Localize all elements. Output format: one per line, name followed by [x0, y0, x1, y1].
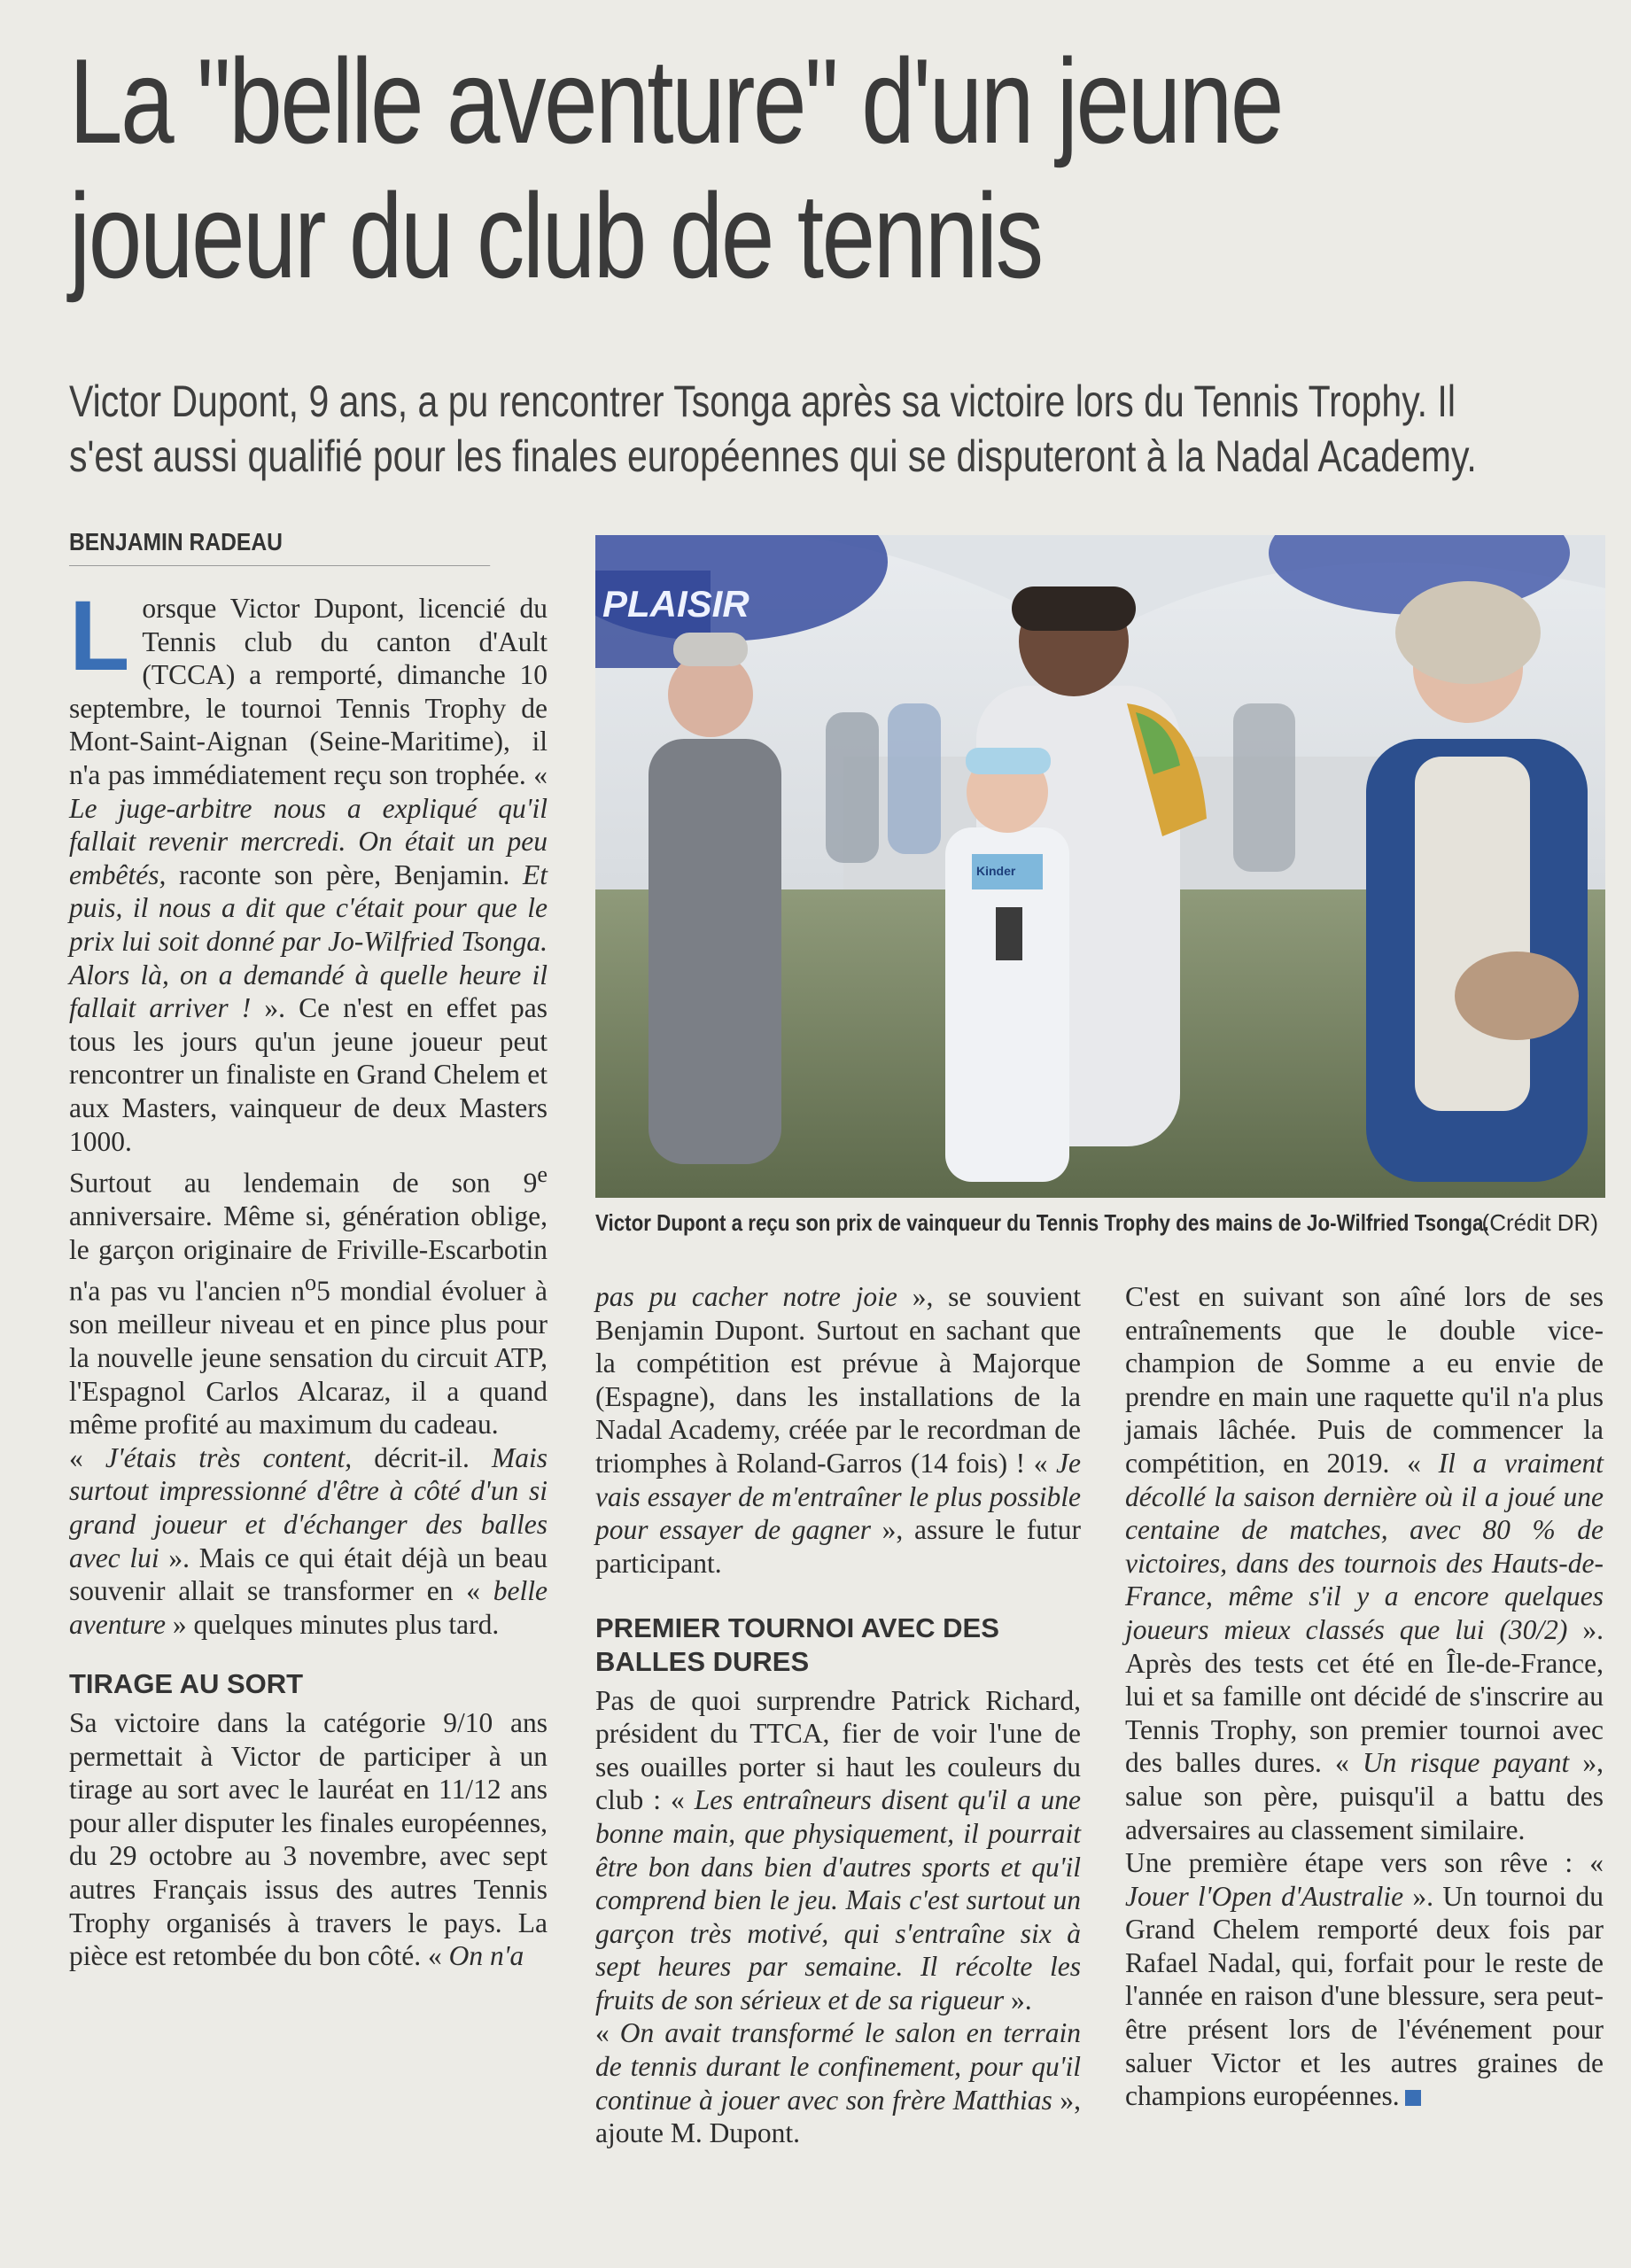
- quote-run: Et puis, il nous a dit que c'était pour que le prix lui soit donné par Jo-Wilfried Tsonga. Alors là, on a demandé à quelle heure il fallait arriver !: [69, 858, 548, 1024]
- text-run: «: [595, 2017, 620, 2049]
- quote-run: Je vais essayer de m'entraîner le plus possible pour essayer de gagner: [595, 1447, 1081, 1546]
- person-left: [649, 739, 781, 1164]
- headline-line-1: La "belle aventure" d'un jeune: [69, 34, 1282, 168]
- paragraph: [595, 1280, 1081, 1580]
- column-3: [1125, 1280, 1604, 2113]
- byline: BENJAMIN RADEAU: [69, 528, 490, 566]
- text-run: ». Ce n'est en effet pas tous les jours qu'un jeune joueur peut rencontrer un finaliste en Grand Chelem et aux Masters, vainqueur de deux Masters 1000.: [69, 992, 548, 1157]
- headline: [69, 34, 1282, 303]
- quote-run: Mais surtout impressionné d'être à côté d'un si grand joueur et d'échanger des balles avec lui: [69, 1441, 548, 1573]
- quote-run: Le juge-arbitre nous a expliqué qu'il fallait revenir mercredi. On était un peu embêtés,: [69, 792, 548, 890]
- text-run: C'est en suivant son aîné lors de ses entraînements que le double vice-champion de Somme a eu envie de prendre en main une raquette qu'il n'a plus jamais lâchée. Puis de commencer la compétition, en 2019. «: [1125, 1281, 1604, 1479]
- text-run: ».: [1004, 1984, 1032, 2016]
- text-run: », ajoute M. Dupont.: [595, 2084, 1081, 2149]
- quote-run: Un risque payant: [1362, 1747, 1570, 1779]
- paragraph: [69, 580, 548, 1158]
- quote-run: Il a vraiment décollé la saison dernière où il a joué une centaine de matches, avec 80 % de victoires, dans des tournois des Hauts-de-France, même s'il y a encore quelques joueurs mieux classés que lui (30/2): [1125, 1447, 1604, 1645]
- quote-run: pas pu cacher notre joie: [595, 1281, 897, 1312]
- paragraph: [595, 1684, 1081, 2017]
- superscript: e: [537, 1161, 548, 1188]
- text-run: raconte son père, Benjamin.: [166, 858, 523, 890]
- text-run: 5 mondial évoluer à son meilleur niveau et en pince plus pour la nouvelle jeune sensation du circuit ATP, l'Espagnol Carlos Alcaraz, il a quand même profité au maximum du cadeau.: [69, 1275, 548, 1441]
- end-mark-icon: [1405, 2090, 1421, 2106]
- standfirst: [69, 374, 1477, 484]
- paragraph: [69, 1158, 548, 1441]
- text-run: orsque Victor Dupont, licencié du Tennis club du canton d'Ault (TCCA) a remporté, dimanche 10 septembre, le tournoi Tennis Trophy de Mont-Saint-Aignan (Seine-Maritime), il n'a pas immédiatement reçu son trophée. «: [69, 593, 548, 790]
- photo-caption: [595, 1207, 1605, 1239]
- standfirst-line-2: s'est aussi qualifié pour les finales européennes qui se disputeront à la Nadal Academy.: [69, 431, 1477, 481]
- quote-run: J'étais très content,: [105, 1441, 353, 1473]
- column-1: [69, 580, 548, 1973]
- text-run: «: [69, 1441, 105, 1473]
- photo-credit: (Crédit DR): [1481, 1209, 1598, 1236]
- quote-run: Les entraîneurs disent qu'il a une bonne main, que physiquement, il pourrait être bon dans bien d'autres sports et qu'il comprend bien le jeu. Mais c'est surtout un garçon très motivé, qui s'entraîne six à sept heures par semaine. Il récolte les fruits de son sérieux et de sa rigueur: [595, 1784, 1081, 2016]
- text-run: décrit-il.: [352, 1441, 492, 1473]
- standfirst-line-1: Victor Dupont, 9 ans, a pu rencontrer Tsonga après sa victoire lors du Tennis Trophy. Il: [69, 377, 1456, 426]
- text-run: Sa victoire dans la catégorie 9/10 ans permettait à Victor de participer à un tirage au sort avec le lauréat en 11/12 ans pour aller disputer les finales européennes, du 29 octobre au 3 novembre, avec sept autres Français issus des autres Tennis Trophy organisés à travers le pays. La pièce est retombée du bon côté. «: [69, 1707, 548, 1972]
- drop-cap: L: [69, 580, 130, 691]
- text-run: ». Mais ce qui était déjà un beau souvenir allait se transformer en «: [69, 1542, 548, 1607]
- quote-run: Jouer l'Open d'Australie: [1125, 1880, 1404, 1912]
- photo-illustration: [595, 535, 1605, 1198]
- paragraph: [1125, 1846, 1604, 2113]
- column-2: [595, 1280, 1081, 2150]
- text-run: Surtout au lendemain de son 9: [69, 1167, 538, 1199]
- shirt-text: Kinder: [976, 864, 1016, 878]
- superscript: o: [304, 1270, 317, 1296]
- paragraph: [69, 1706, 548, 1973]
- banner-text: PLAISIR: [602, 583, 749, 625]
- quote-run: On avait transformé le salon en terrain de tennis durant le confinement, pour qu'il continue à jouer avec son frère Matthias: [595, 2017, 1082, 2116]
- text-run: anniversaire. Même si, génération oblige, le garçon originaire de Friville-Escarbotin n'a pas vu l'ancien n: [69, 1200, 548, 1307]
- quote-run: On n'a: [448, 1940, 524, 1972]
- paragraph: [69, 1441, 548, 1642]
- paragraph: [595, 2016, 1081, 2149]
- text-run: Pas de quoi surprendre Patrick Richard, président du TTCA, fier de voir l'une de ses ouailles porter si haut les couleurs du club : «: [595, 1684, 1081, 1816]
- text-run: », salue son père, puisqu'il a battu des adversaires au classement similaire.: [1125, 1747, 1604, 1845]
- quote-run: belle aventure: [69, 1575, 548, 1640]
- headline-line-2: joueur du club de tennis: [69, 168, 1042, 303]
- text-run: ». Après des tests cet été en Île-de-France, lui et sa famille ont décidé de s'inscrire au Tennis Trophy, son premier tournoi avec des balles dures. «: [1125, 1613, 1604, 1779]
- subhead-balles-dures: PREMIER TOURNOI AVEC DES BALLES DURES: [595, 1612, 999, 1677]
- paragraph: [1125, 1280, 1604, 1846]
- text-run: », assure le futur participant.: [595, 1514, 1081, 1579]
- text-run: », se souvient Benjamin Dupont. Surtout en sachant que la compétition est prévue à Majorque (Espagne), dans les installations de la Nadal Academy, créée par le recordman de triomphes à Roland-Garros (14 fois) ! «: [595, 1281, 1081, 1479]
- article-photo: [595, 535, 1605, 1198]
- text-run: ». Un tournoi du Grand Chelem remporté deux fois par Rafael Nadal, qui, forfait pour le reste de l'année en raison d'une blessure, sera peut-être présent lors de l'événement pour saluer Victor et les autres graines de champions européennes.: [1125, 1880, 1604, 2112]
- caption-text: Victor Dupont a reçu son prix de vainqueur du Tennis Trophy des mains de Jo-Wilfried Tsonga.: [595, 1209, 1489, 1236]
- text-run: Une première étape vers son rêve : «: [1125, 1847, 1604, 1879]
- text-run: » quelques minutes plus tard.: [166, 1608, 500, 1640]
- subhead-tirage: TIRAGE AU SORT: [69, 1668, 304, 1700]
